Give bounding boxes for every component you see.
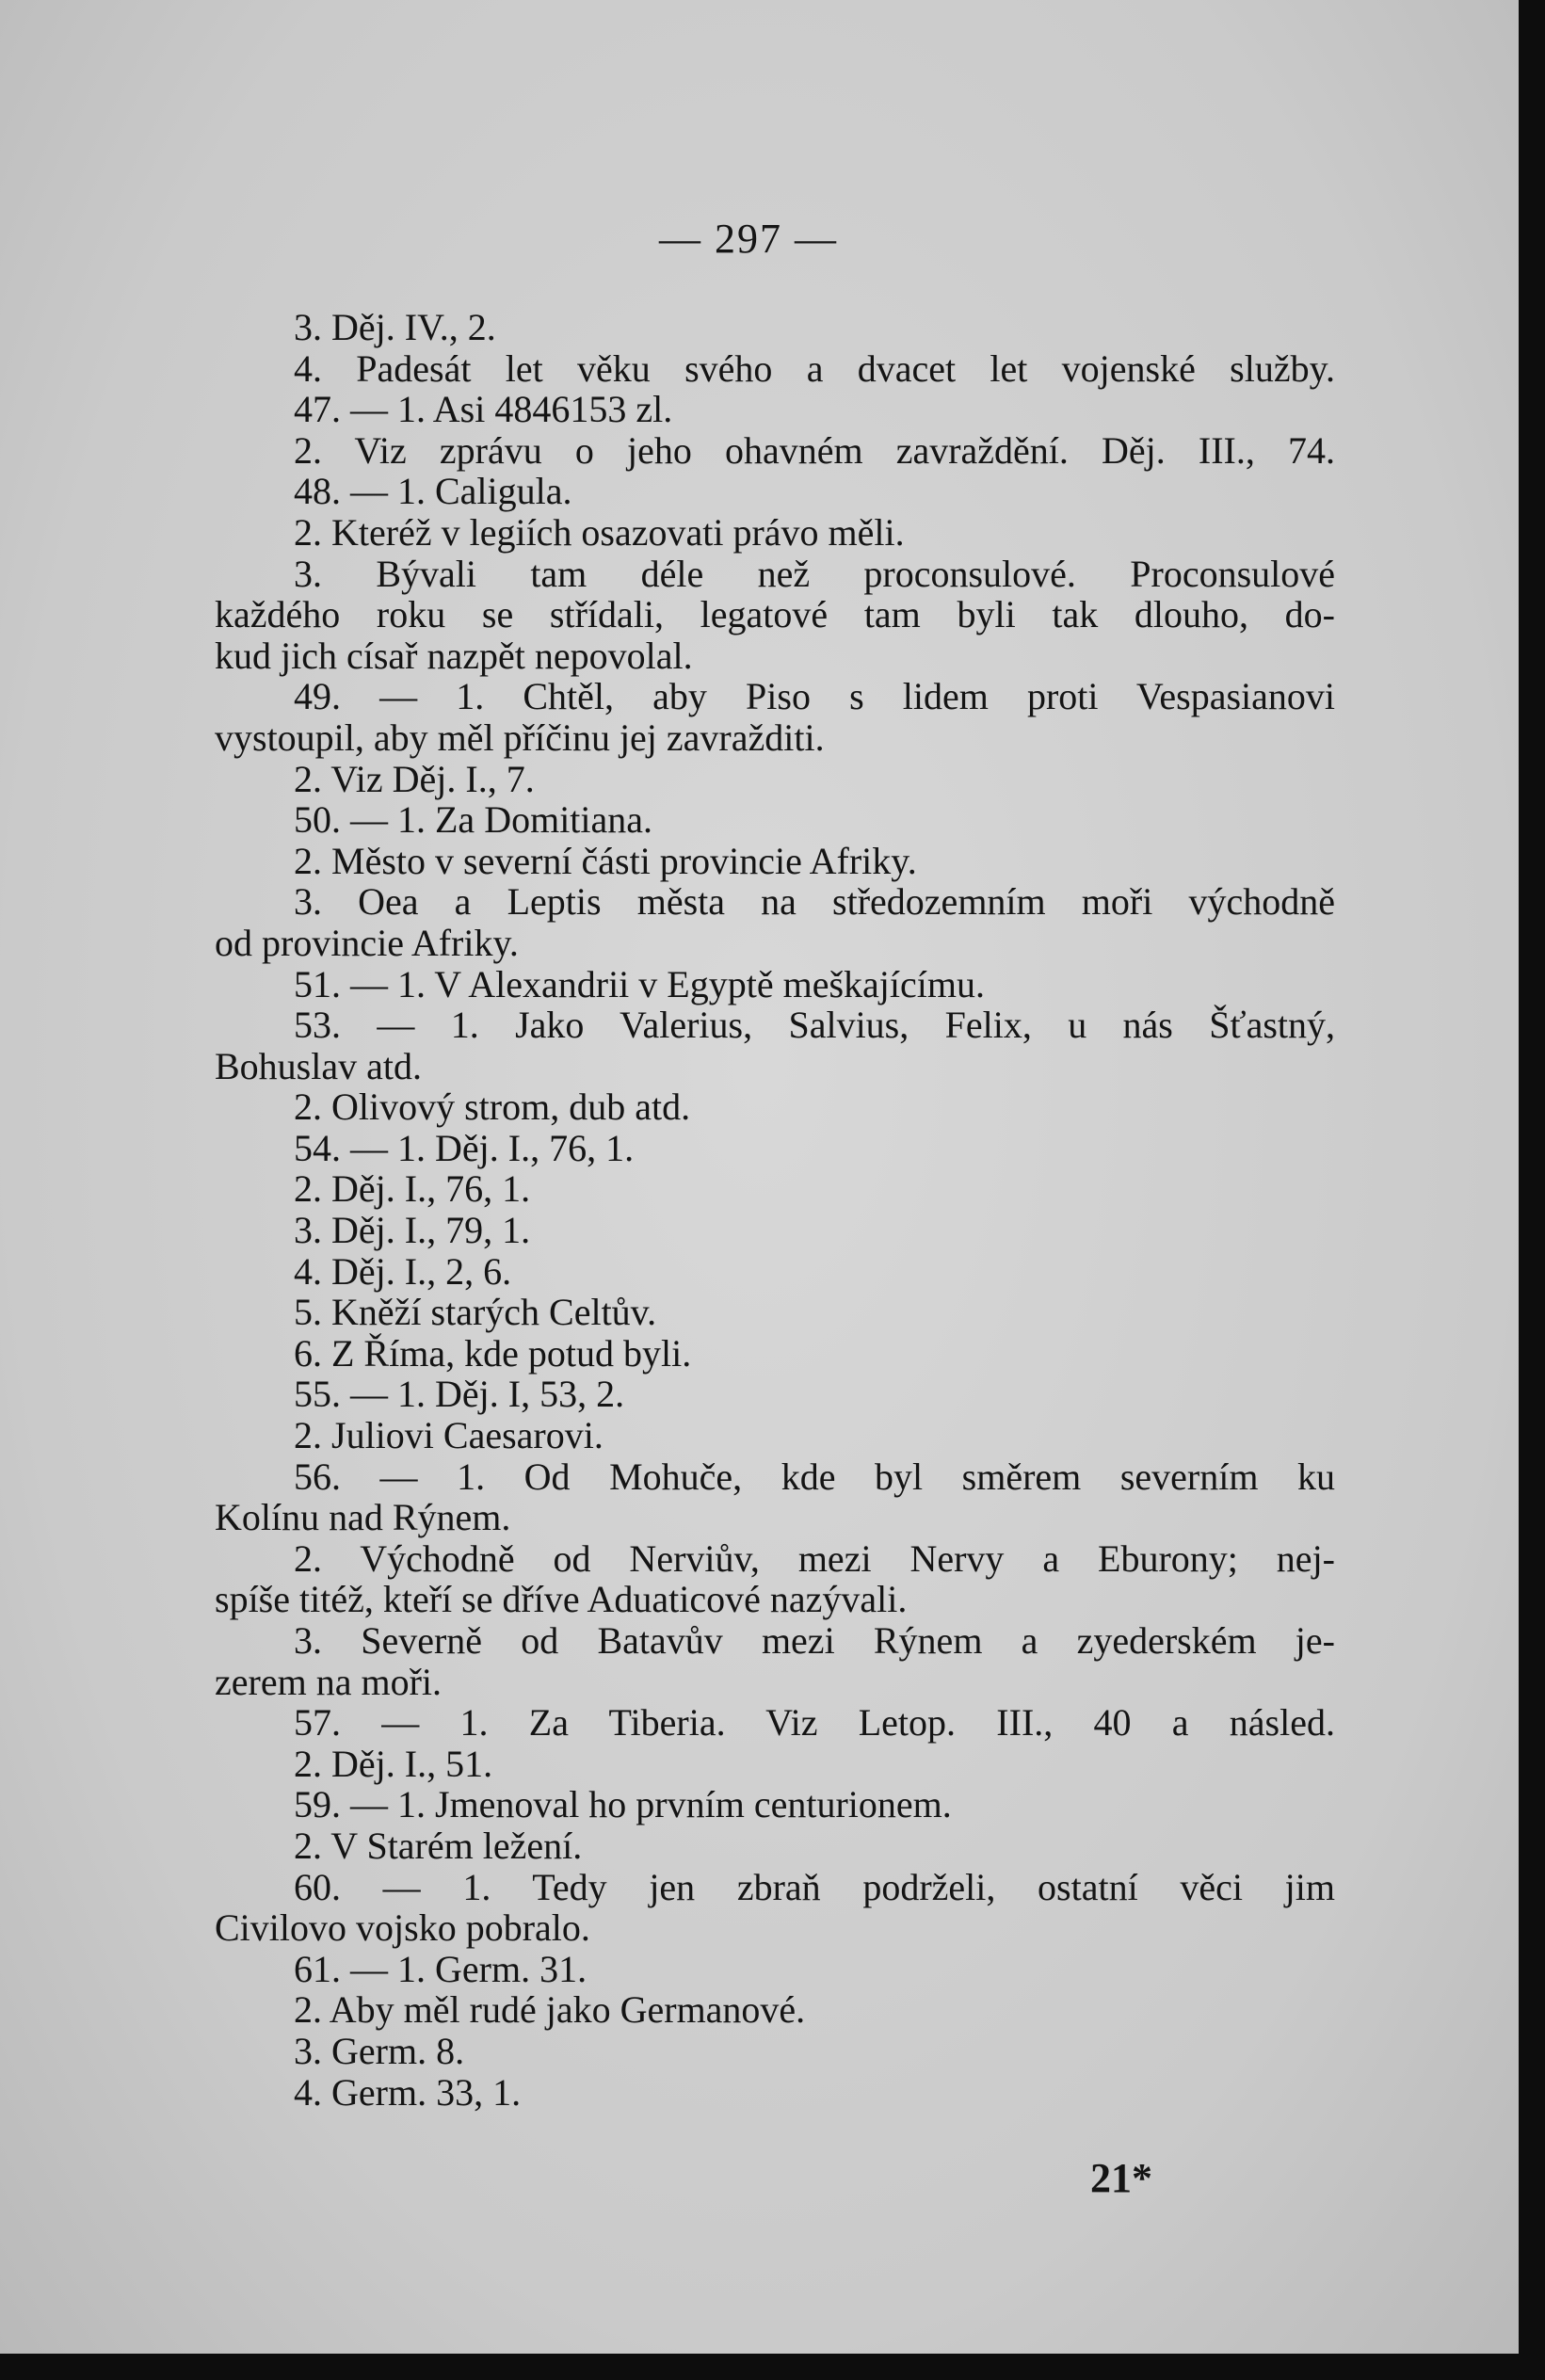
text-line: 3. Oea a Leptis města na středozemním moři východně [294,880,1335,924]
text-line: 2. Děj. I., 51. [294,1742,493,1785]
text-line: Civilovo vojsko pobralo. [215,1906,590,1950]
text-line: 3. Germ. 8. [294,2029,465,2072]
text-line: 51. — 1. V Alexandrii v Egyptě meškajícímu. [294,962,985,1005]
text-line: 3. Děj. IV., 2. [294,306,496,348]
text-line: 48. — 1. Caligula. [294,470,572,513]
text-line: 47. — 1. Asi 4846153 zl. [294,388,673,431]
text-line: 3. Děj. I., 79, 1. [294,1209,531,1252]
text-line: 59. — 1. Jmenoval ho prvním centurionem. [294,1783,952,1826]
text-line: 2. Viz Děj. I., 7. [294,757,535,800]
text-line: 4. Germ. 33, 1. [294,2070,522,2114]
text-line: 54. — 1. Děj. I., 76, 1. [294,1126,635,1169]
text-line: 56. — 1. Od Mohuče, kde byl směrem severním ku [294,1455,1335,1498]
text-line: Bohuslav atd. [215,1044,422,1087]
text-line: 50. — 1. Za Domitiana. [294,798,653,842]
text-line: spíše titéž, kteří se dříve Aduaticové nazývali. [215,1578,908,1621]
text-line: 2. V Starém ležení. [294,1824,583,1867]
text-line: vystoupil, aby měl příčinu jej zavražditi. [215,716,825,759]
signature-mark: 21* [1090,2155,1152,2201]
text-line: 6. Z Říma, kde potud byli. [294,1331,692,1375]
text-line: zerem na moři. [215,1660,442,1703]
text-line: 2. Kteréž v legiích osazovati právo měli. [294,510,905,554]
text-line: 2. Olivový strom, dub atd. [294,1085,691,1129]
text-line: 2. Juliovi Caesarovi. [294,1414,604,1457]
text-line: 2. Východně od Nerviův, mezi Nervy a Eburony; nej- [294,1536,1335,1580]
text-line: 60. — 1. Tedy jen zbraň podrželi, ostatní věci jim [294,1865,1335,1908]
text-line: 55. — 1. Děj. I, 53, 2. [294,1373,625,1416]
text-line: 49. — 1. Chtěl, aby Piso s lidem proti Vespasianovi [294,675,1335,718]
text-line: kud jich císař nazpět nepovolal. [215,634,693,677]
page-number: — 297 — [659,216,838,262]
text-line: 2. Město v severní části provincie Afriky. [294,839,917,882]
text-line: od provincie Afriky. [215,921,519,964]
text-line: 2. Děj. I., 76, 1. [294,1167,531,1211]
text-line: 3. Severně od Batavův mezi Rýnem a zyederském je- [294,1619,1335,1662]
text-line: Kolínu nad Rýnem. [215,1496,511,1539]
text-line: 5. Kněží starých Celtův. [294,1291,657,1334]
text-line: 2. Aby měl rudé jako Germanové. [294,1988,806,2032]
text-line: 2. Viz zprávu o jeho ohavném zavraždění. Děj. III., 74. [294,428,1335,472]
text-line: 61. — 1. Germ. 31. [294,1947,587,1990]
text-line: 4. Děj. I., 2, 6. [294,1249,512,1293]
notes-text [215,307,1335,2113]
text-line: každého roku se střídali, legatové tam byli tak dlouho, do- [215,593,1335,636]
text-line: 3. Bývali tam déle než proconsulové. Proconsulové [294,552,1335,595]
text-line: 57. — 1. Za Tiberia. Viz Letop. III., 40 a násled. [294,1701,1335,1745]
text-line: 4. Padesát let věku svého a dvacet let vojenské služby. [294,346,1335,390]
text-line: 53. — 1. Jako Valerius, Salvius, Felix, u nás Šťastný, [294,1004,1335,1047]
